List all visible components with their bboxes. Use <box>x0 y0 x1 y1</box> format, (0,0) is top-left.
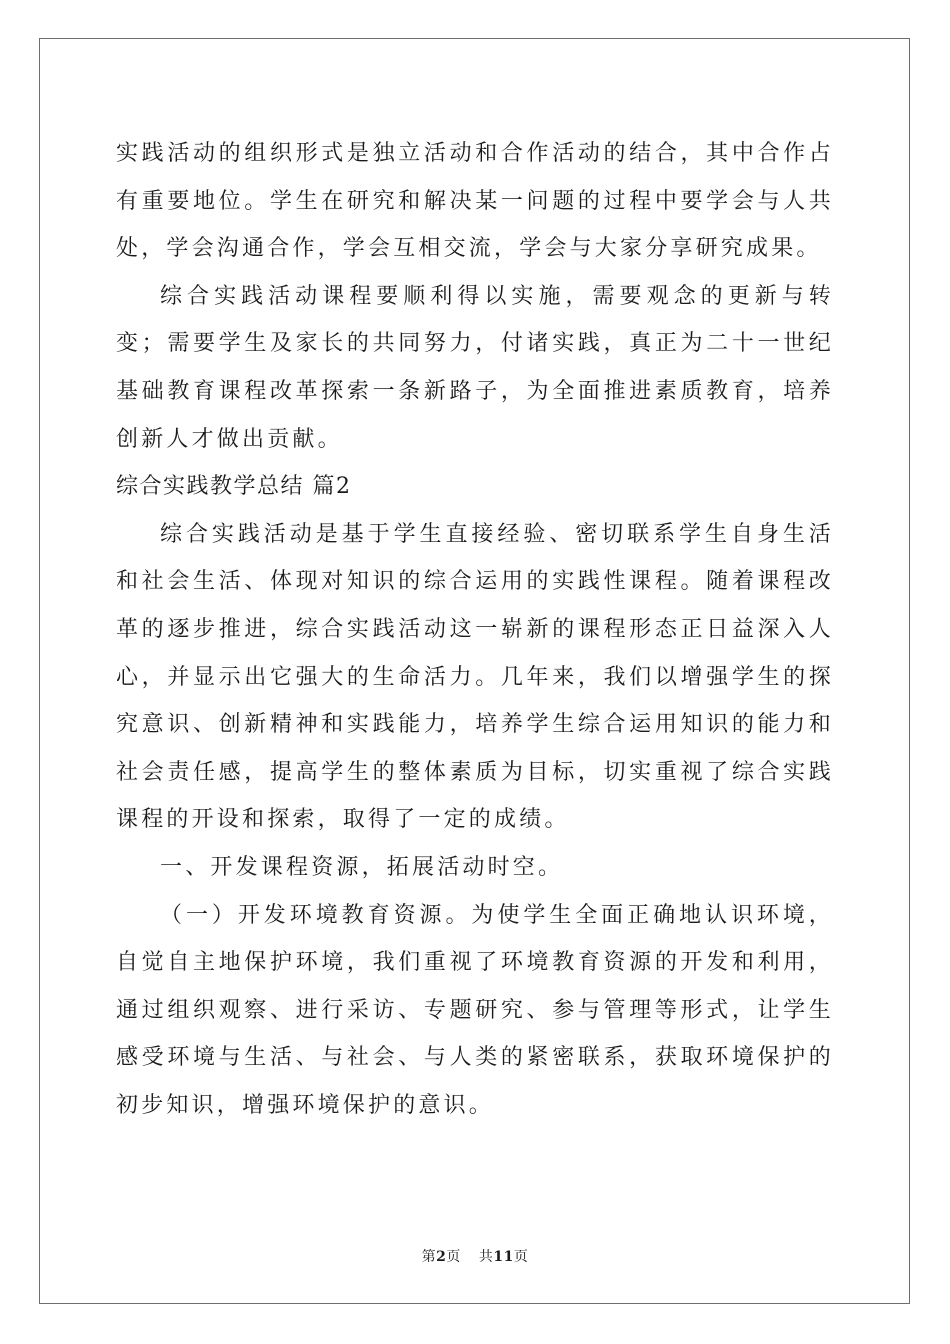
footer-total-prefix: 共 <box>478 1249 494 1265</box>
footer-total-suffix: 页 <box>513 1249 529 1265</box>
paragraph-introduction: 综合实践活动是基于学生直接经验、密切联系学生自身生活和社会生活、体现对知识的综合运用的实践性课程。随着课程改革的逐步推进，综合实践活动这一崭新的课程形态正日益深入人心，并显示出它强大的生命活力。几年来，我们以增强学生的探究意识、创新精神和实践能力，培养学生综合运用知识的能力和社会责任感，提高学生的整体素质为目标，切实重视了综合实践课程的开设和探索，取得了一定的成绩。 <box>116 521 834 833</box>
paragraph-continuation: 实践活动的组织形式是独立活动和合作活动的结合，其中合作占有重要地位。学生在研究和解决某一问题的过程中要学会与人共处，学会沟通合作，学会互相交流，学会与大家分享研究成果。 <box>116 141 834 262</box>
paragraph-environment: （一）开发环境教育资源。为使学生全面正确地认识环境，自觉自主地保护环境，我们重视了环境教育资源的开发和利用，通过组织观察、进行采访、专题研究、参与管理等形式，让学生感受环境与生活、与社会、与人类的紧密联系，获取环境保护的初步知识，增强环境保护的意识。 <box>116 902 834 1118</box>
footer-prefix: 第 <box>421 1249 437 1265</box>
subheading-resources: 一、开发课程资源，拓展活动时空。 <box>160 854 564 880</box>
section-heading: 综合实践教学总结 篇2 <box>116 474 352 500</box>
footer-page-number: 2 <box>436 1249 447 1265</box>
page-footer <box>0 1246 950 1266</box>
footer-total-pages: 11 <box>493 1249 514 1265</box>
paragraph-implementation: 综合实践活动课程要顺利得以实施，需要观念的更新与转变；需要学生及家长的共同努力，付诸实践，真正为二十一世纪基础教育课程改革探索一条新路子，为全面推进素质教育，培养创新人才做出贡献。 <box>116 283 834 452</box>
document-body <box>116 130 834 1129</box>
footer-page-suffix: 页 <box>446 1249 461 1265</box>
